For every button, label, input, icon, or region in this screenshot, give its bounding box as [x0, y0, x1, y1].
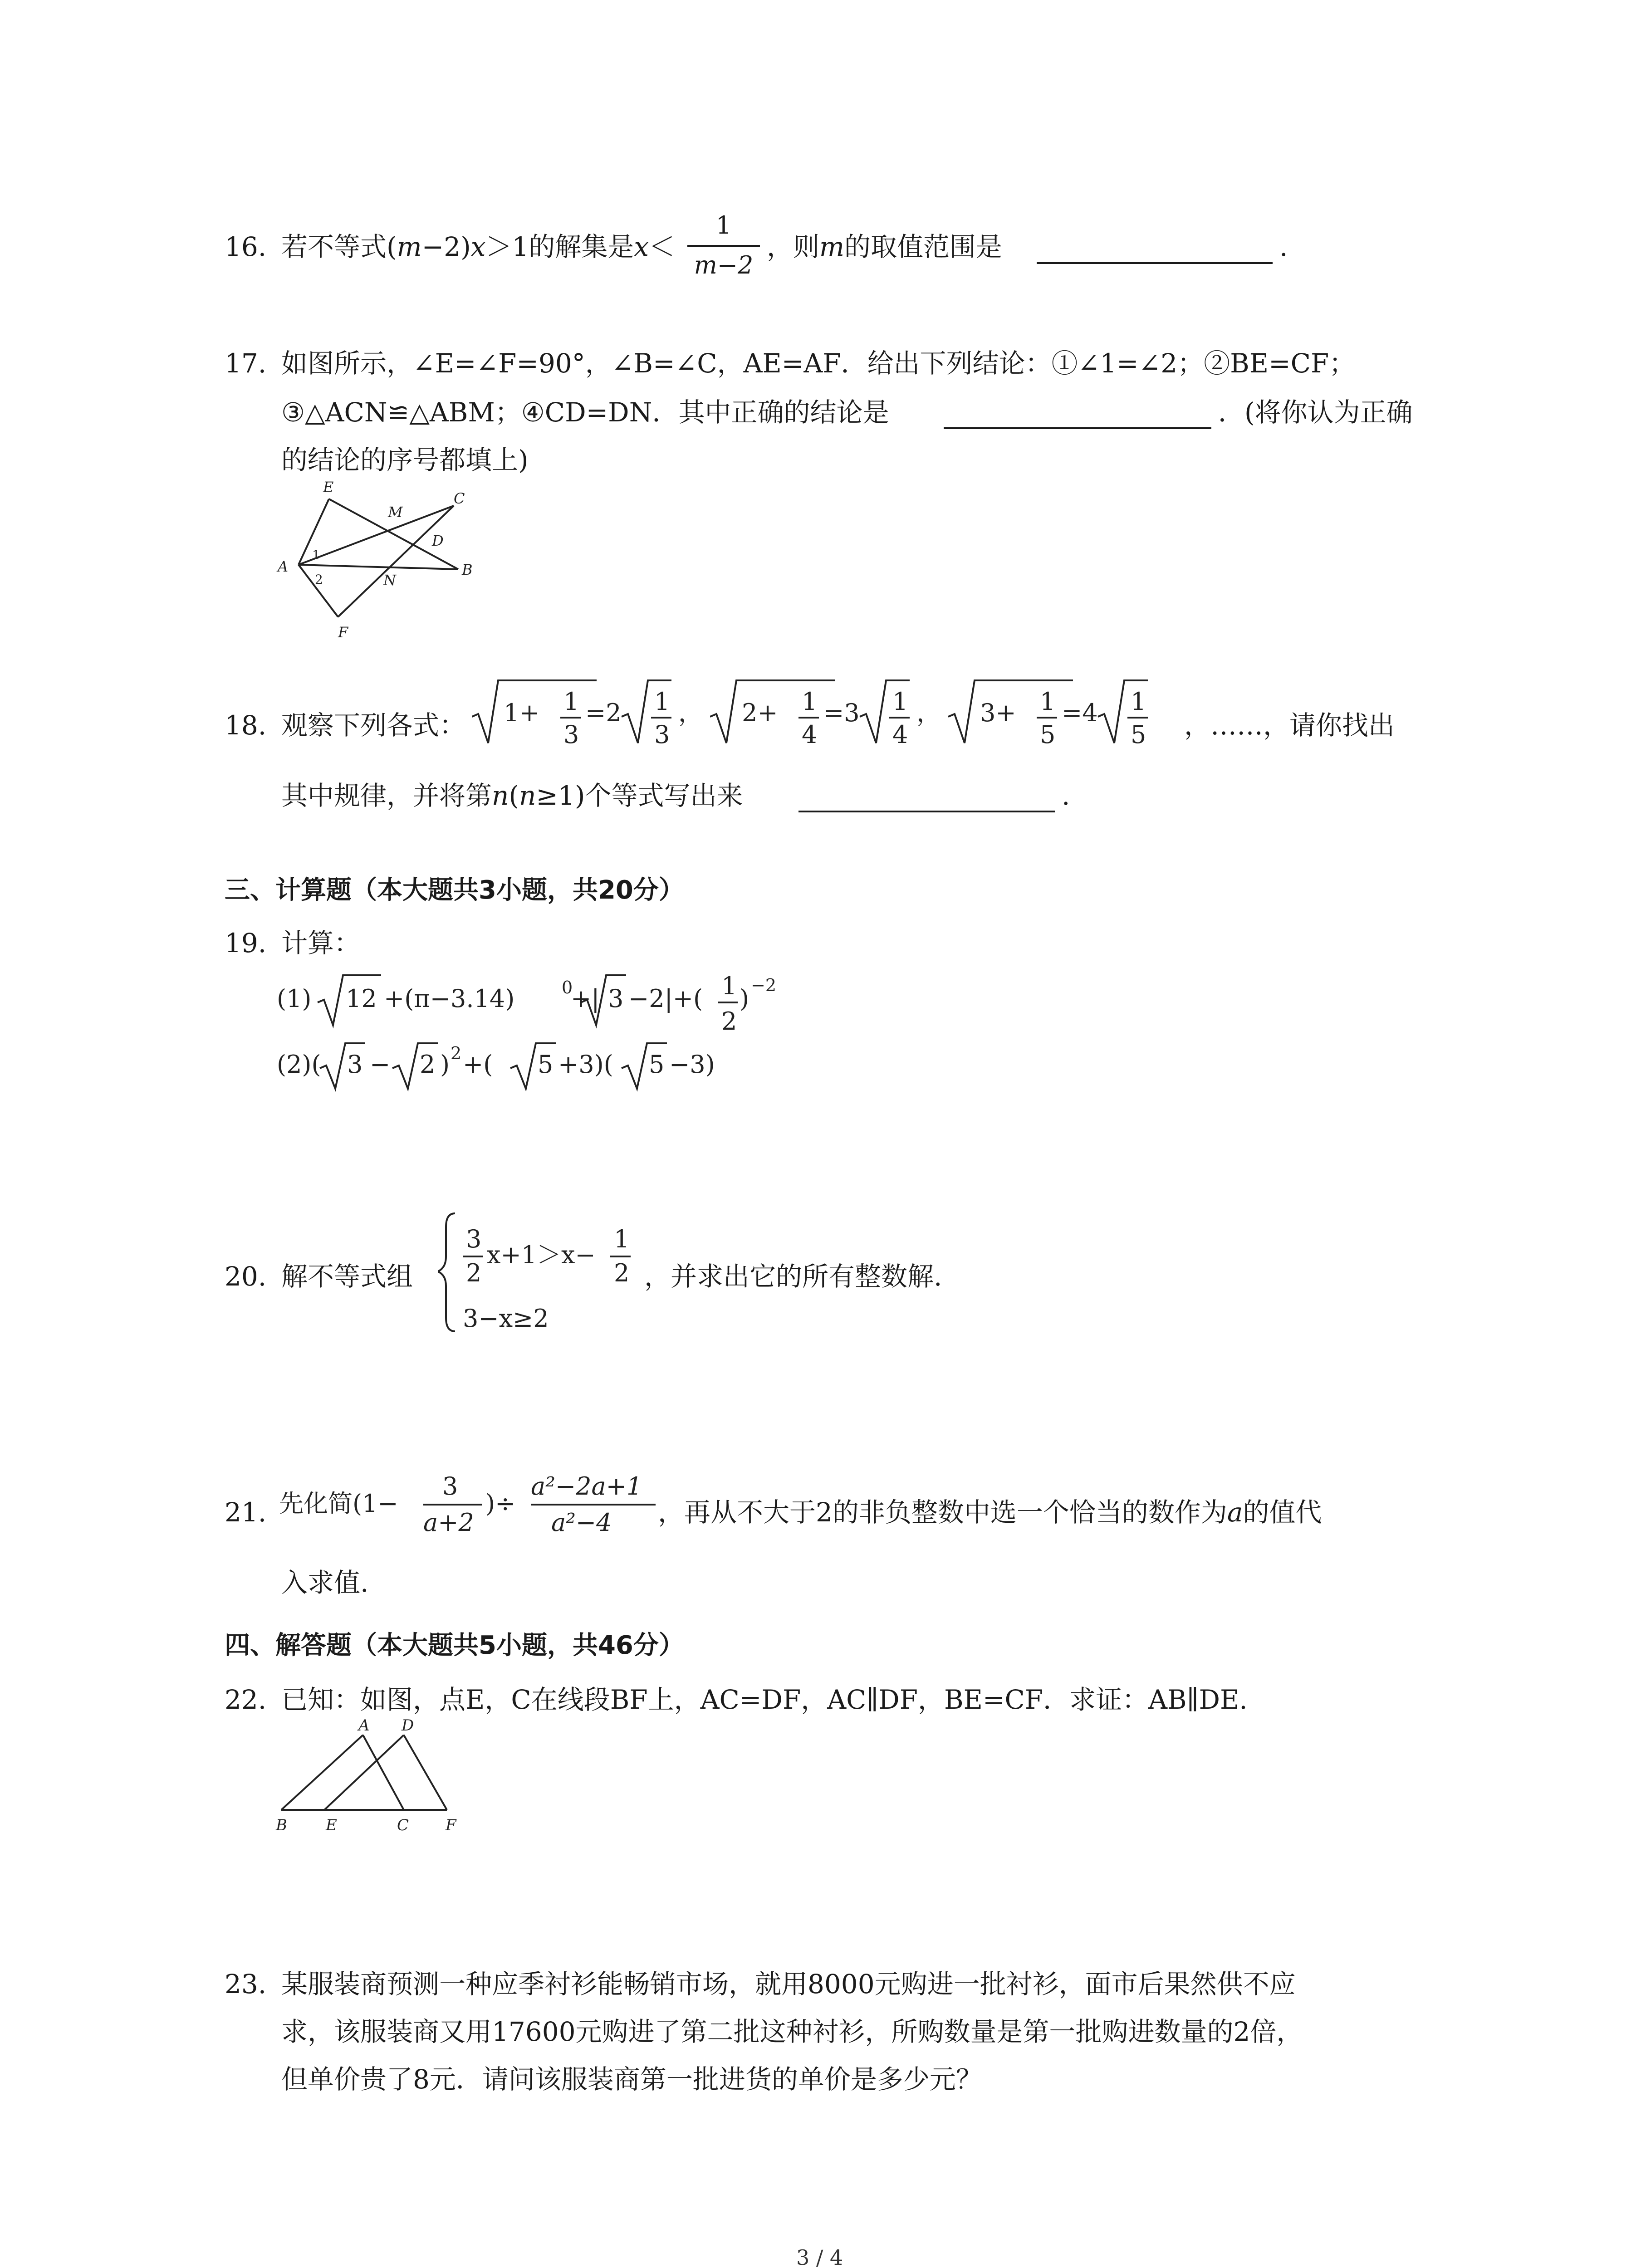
label-F: F: [446, 1816, 456, 1834]
svg-text:2+: 2+: [742, 699, 778, 727]
label-A: A: [278, 558, 289, 575]
svg-text:−: −: [370, 1050, 391, 1079]
period: .: [1279, 231, 1288, 262]
svg-text:+(π−3.14): +(π−3.14): [384, 984, 515, 1013]
question-number: 21.: [225, 1497, 267, 1528]
question-line-3: 但单价贵了8元．请问该服装商第一批进货的单价是多少元？: [281, 2064, 982, 2095]
lead: 解不等式组: [281, 1261, 413, 1292]
section-title-4: 四、解答题（本大题共5小题，共46分）: [225, 1631, 684, 1660]
svg-text:5: 5: [1040, 720, 1056, 749]
svg-text:3: 3: [466, 1225, 482, 1253]
svg-text:3+: 3+: [980, 699, 1016, 727]
answer-blank[interactable]: [1037, 262, 1273, 264]
expression-21: [279, 1463, 687, 1554]
svg-text:4: 4: [802, 720, 818, 749]
expression-2: [710, 667, 946, 758]
svg-text:5: 5: [1131, 720, 1146, 749]
question-line-1: 如图所示，∠E=∠F=90°，∠B=∠C，AE=AF．给出下列结论：①∠1=∠2；②BE=CF；: [281, 348, 1356, 379]
lead: 计算：: [281, 928, 361, 958]
answer-blank[interactable]: [798, 811, 1055, 812]
expression-19-1: [277, 962, 821, 1039]
question-number: 23.: [225, 1969, 267, 1999]
page-number: 3 / 4: [796, 2245, 843, 2268]
svg-text:1: 1: [563, 687, 579, 716]
question-number: 18.: [225, 710, 267, 741]
svg-text:a+2: a+2: [423, 1508, 474, 1537]
svg-text:)÷: )÷: [485, 1489, 516, 1518]
svg-text:3: 3: [442, 1472, 458, 1501]
lead: 观察下列各式：: [281, 710, 466, 741]
question-number: 17.: [225, 348, 267, 379]
svg-text:): ): [440, 1050, 450, 1079]
svg-text:3: 3: [608, 984, 624, 1013]
question-line-3: 的结论的序号都填上): [281, 445, 529, 475]
svg-text:=3: =3: [823, 699, 860, 727]
svg-text:−2|+(: −2|+(: [628, 984, 703, 1013]
inequality-system: [438, 1204, 642, 1340]
geometry-figure-17: [268, 479, 504, 642]
question-tail: ，……，请你找出: [1184, 710, 1395, 741]
svg-text:2: 2: [721, 1007, 737, 1036]
svg-text:3: 3: [654, 720, 670, 749]
svg-text:2: 2: [420, 1050, 436, 1079]
question-text-tail: ，则m的取值范围是: [767, 231, 1003, 262]
label-A: A: [358, 1719, 370, 1735]
angle-2: 2: [315, 572, 323, 587]
question-line-2: 求，该服装商又用17600元购进了第二批这种衬衫，所购数量是第一批购进数量的2倍，: [281, 2016, 1303, 2047]
svg-text:2: 2: [466, 1259, 482, 1287]
geometry-figure-22: [268, 1719, 467, 1837]
svg-text:1: 1: [721, 972, 737, 1000]
svg-text:，: ，: [678, 699, 703, 727]
svg-text:2: 2: [614, 1259, 630, 1287]
label-C: C: [454, 490, 465, 507]
svg-text:2: 2: [451, 1043, 462, 1063]
svg-text:+3)(: +3)(: [558, 1050, 613, 1079]
svg-text:x+1＞x−: x+1＞x−: [487, 1241, 596, 1269]
label-N: N: [383, 572, 396, 589]
svg-text:3: 3: [563, 720, 579, 749]
brace-icon: [438, 1213, 455, 1331]
expression-3: [948, 667, 1184, 758]
fraction: 1 m−2: [687, 213, 760, 281]
question-line-2: 入求值.: [281, 1567, 369, 1598]
label-C: C: [397, 1816, 409, 1834]
question-line-2a: ③△ACN≌△ABM；④CD=DN．其中正确的结论是: [281, 397, 889, 428]
svg-text:a²−2a+1: a²−2a+1: [531, 1472, 642, 1501]
svg-text:先化简(1−: 先化简(1−: [279, 1489, 398, 1518]
expression-19-2: [277, 1036, 776, 1095]
answer-blank[interactable]: [944, 427, 1211, 429]
svg-text:=2: =2: [585, 699, 622, 727]
svg-text:): ): [740, 984, 749, 1013]
question-tail: ，并求出它的所有整数解.: [644, 1261, 942, 1292]
section-title-3: 三、计算题（本大题共3小题，共20分）: [225, 875, 684, 905]
svg-text:1: 1: [1131, 687, 1146, 716]
svg-text:1: 1: [614, 1225, 630, 1253]
angle-1: 1: [312, 547, 320, 562]
label-D: D: [402, 1719, 414, 1735]
svg-text:12: 12: [346, 984, 377, 1013]
label-E: E: [323, 479, 334, 496]
svg-text:1+: 1+: [504, 699, 540, 727]
label-B: B: [462, 561, 473, 578]
svg-text:0: 0: [562, 978, 573, 997]
svg-text:−2: −2: [751, 975, 777, 995]
svg-text:(2)(: (2)(: [277, 1050, 321, 1079]
question-line-2: 其中规律，并将第n(n≥1)个等式写出来: [281, 780, 743, 811]
label-F: F: [338, 624, 348, 641]
svg-text:1: 1: [654, 687, 670, 716]
svg-text:(1): (1): [277, 984, 312, 1013]
svg-text:4: 4: [892, 720, 908, 749]
svg-text:=4: =4: [1062, 699, 1098, 727]
label-D: D: [432, 532, 444, 549]
question-number: 22.: [225, 1684, 267, 1715]
question-number: 19.: [225, 928, 267, 958]
svg-text:1: 1: [1040, 687, 1056, 716]
label-B: B: [276, 1816, 287, 1834]
svg-text:1: 1: [892, 687, 908, 716]
svg-text:3: 3: [347, 1050, 363, 1079]
svg-text:a²−4: a²−4: [551, 1508, 612, 1537]
question-line-1: 某服装商预测一种应季衬衫能畅销市场，就用8000元购进一批衬衫，面市后果然供不应: [281, 1969, 1296, 1999]
label-M: M: [388, 503, 403, 521]
svg-text:5: 5: [649, 1050, 665, 1079]
question-text: 若不等式(m−2)x＞1的解集是x＜: [281, 231, 676, 262]
question-line-2b: ．(将你认为正确: [1218, 397, 1413, 428]
svg-text:5: 5: [538, 1050, 554, 1079]
svg-text:1: 1: [802, 687, 818, 716]
expression-1: [472, 667, 708, 758]
svg-text:−3): −3): [669, 1050, 715, 1079]
question-tail: ，再从不大于2的非负整数中选一个恰当的数作为a的值代: [658, 1497, 1322, 1528]
svg-text:+(: +(: [463, 1050, 493, 1079]
question-text: 已知：如图，点E，C在线段BF上，AC=DF，AC∥DF，BE=CF．求证：AB∥DE.: [281, 1684, 1248, 1715]
label-E: E: [326, 1816, 337, 1834]
svg-text:3−x≥2: 3−x≥2: [463, 1304, 549, 1333]
svg-text:+|: +|: [571, 984, 600, 1013]
period: .: [1062, 780, 1070, 811]
question-number: 16.: [225, 231, 267, 262]
question-number: 20.: [225, 1261, 267, 1292]
svg-text:，: ，: [916, 699, 941, 727]
